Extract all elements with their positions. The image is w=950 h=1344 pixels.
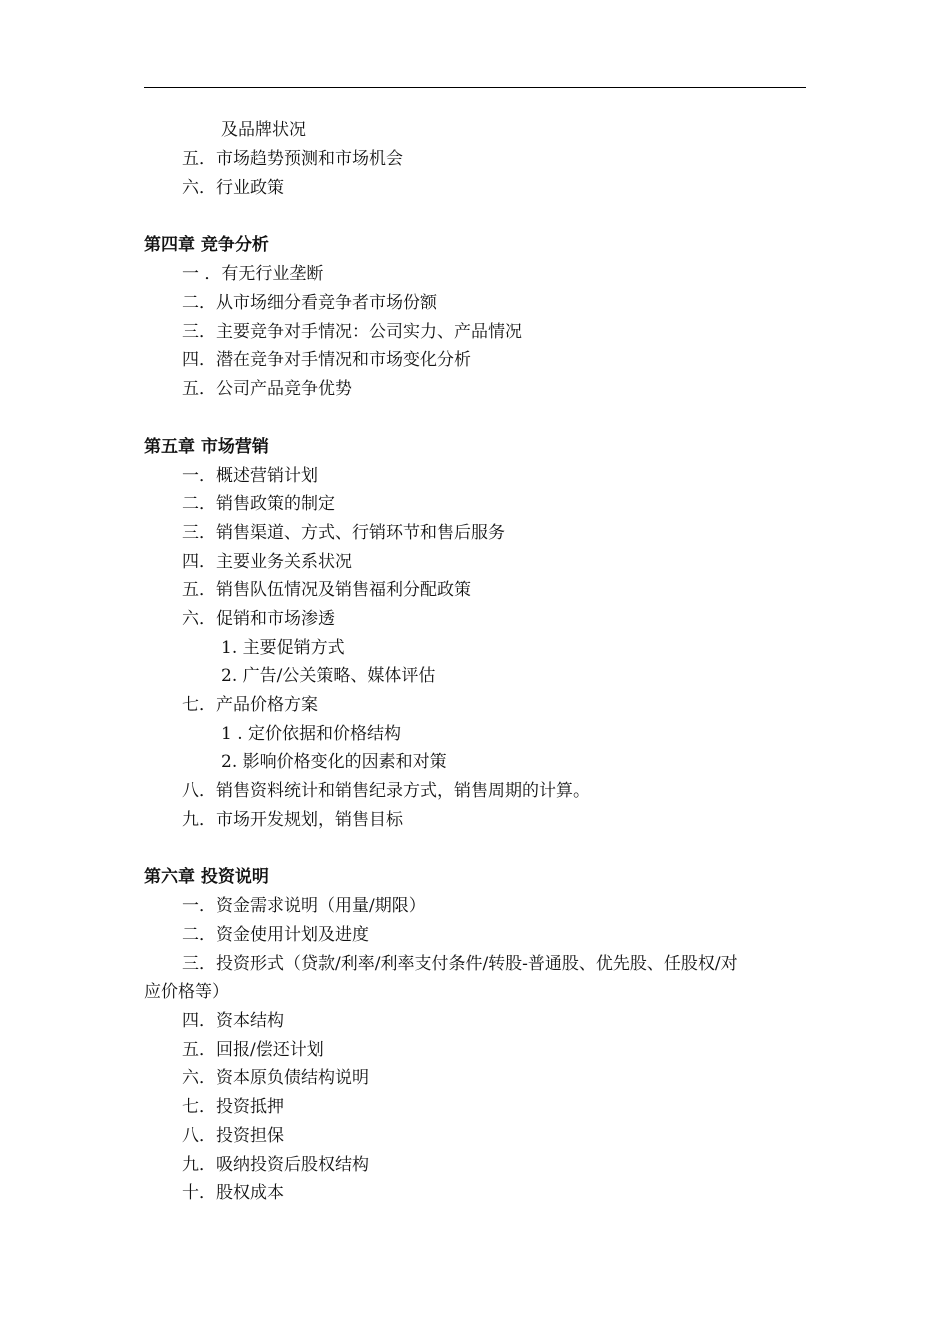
list-item: 五．市场趋势预测和市场机会 xyxy=(182,149,403,169)
list-item: 二．从市场细分看竞争者市场份额 xyxy=(182,293,437,313)
sub-list-item: 2. 广告/公关策略、媒体评估 xyxy=(221,666,436,686)
list-item-continuation: 应价格等） xyxy=(144,982,229,1002)
list-item: 四．主要业务关系状况 xyxy=(182,552,352,572)
list-item: 七．投资抵押 xyxy=(182,1097,284,1117)
list-item: 三．销售渠道、方式、行销环节和售后服务 xyxy=(182,523,505,543)
list-item: 八．投资担保 xyxy=(182,1126,284,1146)
chapter-4-heading: 第四章 竞争分析 xyxy=(144,235,269,255)
list-item: 六．行业政策 xyxy=(182,178,284,198)
list-item: 六．资本原负债结构说明 xyxy=(182,1068,369,1088)
list-item: 三．投资形式（贷款/利率/利率支付条件/转股-普通股、优先股、任股权/对 xyxy=(182,954,738,974)
header-rule xyxy=(144,87,806,88)
list-item: 四．资本结构 xyxy=(182,1011,284,1031)
sub-list-item: 1 . 定价依据和价格结构 xyxy=(221,724,402,744)
list-item: 七．产品价格方案 xyxy=(182,695,318,715)
list-item: 五．公司产品竞争优势 xyxy=(182,379,352,399)
list-item: 八．销售资料统计和销售纪录方式，销售周期的计算。 xyxy=(182,781,590,801)
chapter-5-heading: 第五章 市场营销 xyxy=(144,437,269,457)
list-item: 二．销售政策的制定 xyxy=(182,494,335,514)
chapter-6-heading: 第六章 投资说明 xyxy=(144,867,269,887)
list-item: 九．吸纳投资后股权结构 xyxy=(182,1155,369,1175)
list-item: 五．销售队伍情况及销售福利分配政策 xyxy=(182,580,471,600)
list-item: 三．主要竞争对手情况：公司实力、产品情况 xyxy=(182,322,522,342)
list-item: 四．潜在竞争对手情况和市场变化分析 xyxy=(182,350,471,370)
list-item: 一．资金需求说明（用量/期限） xyxy=(182,896,426,916)
list-item: 一 ．有无行业垄断 xyxy=(182,264,324,284)
sub-list-item: 2. 影响价格变化的因素和对策 xyxy=(221,752,447,772)
sub-list-item: 1. 主要促销方式 xyxy=(221,638,345,658)
list-item: 二．资金使用计划及进度 xyxy=(182,925,369,945)
list-item: 一．概述营销计划 xyxy=(182,466,318,486)
list-item-continuation: 及品牌状况 xyxy=(221,120,306,140)
list-item: 六．促销和市场渗透 xyxy=(182,609,335,629)
list-item: 五．回报/偿还计划 xyxy=(182,1040,324,1060)
list-item: 十．股权成本 xyxy=(182,1183,284,1203)
list-item: 九．市场开发规划，销售目标 xyxy=(182,810,403,830)
